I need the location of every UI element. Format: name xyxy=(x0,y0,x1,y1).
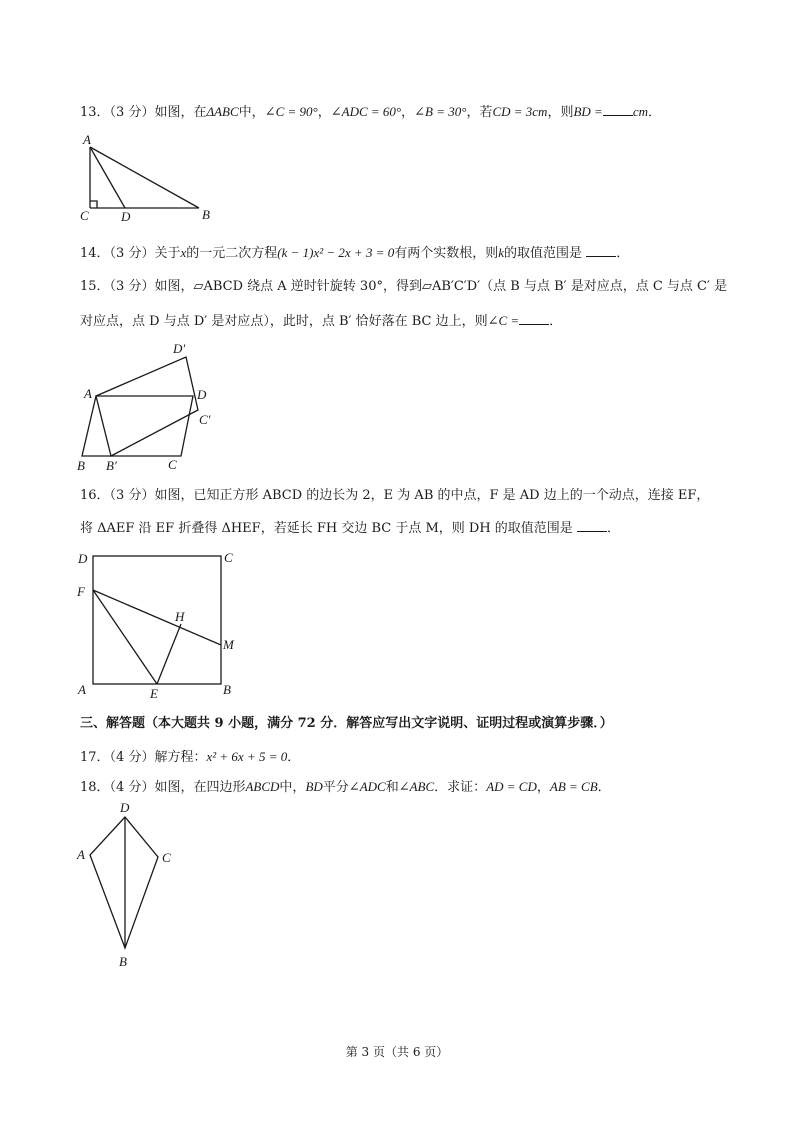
answer-blank[interactable] xyxy=(603,103,633,116)
q13-label-b: B xyxy=(202,207,210,222)
q16-label-f: F xyxy=(77,584,85,599)
q16-label-d: D xyxy=(78,551,88,566)
q15-label-cp: C′ xyxy=(199,412,211,427)
q18-text: 18．（4 分）如图，在四边形ABCD中，BD平分∠ADC和∠ABC．求证：AD = CD，AB = CB． xyxy=(80,779,611,795)
q14-text: 14．（3 分）关于x的一元二次方程(k − 1)x² − 2x + 3 = 0有两个实数根，则k的取值范围是 ． xyxy=(80,245,630,261)
q16-text-line1: 16．（3 分）如图，已知正方形 ABCD 的边长为 2，E 为 AB 的中点，F 是 AD 边上的一个动点，连接 EF， xyxy=(80,488,710,503)
q16-label-e: E xyxy=(150,686,158,701)
q15-label-bp: B′ xyxy=(106,458,117,473)
q18-label-d: D xyxy=(120,800,130,815)
answer-blank[interactable] xyxy=(577,519,607,532)
q17-text: 17．（4 分）解方程：x² + 6x + 5 = 0． xyxy=(80,749,301,765)
q16-label-a: A xyxy=(78,682,86,697)
q15-label-b: B xyxy=(77,458,85,473)
q16-label-h: H xyxy=(175,609,185,624)
answer-blank[interactable] xyxy=(519,312,549,325)
q16-label-c: C xyxy=(224,550,233,565)
q15-label-dp: D′ xyxy=(173,341,186,356)
q18-label-b: B xyxy=(119,954,127,969)
q13-label-c: C xyxy=(80,208,89,223)
q15-label-a: A xyxy=(84,386,92,401)
section-heading: 三、解答题（本大题共 9 小题，满分 72 分．解答应写出文字说明、证明过程或演算步骤．） xyxy=(80,716,613,731)
q15-text-line2: 对应点，点 D 与点 D′ 是对应点），此时，点 B′ 恰好落在 BC 边上，则∠C = ． xyxy=(80,313,563,329)
answer-blank[interactable] xyxy=(586,244,616,257)
q18-figure xyxy=(0,0,171,969)
q15-label-d: D xyxy=(197,387,207,402)
q13-label-d: D xyxy=(121,209,131,224)
page-footer: 第 3 页（共 6 页） xyxy=(345,1045,449,1059)
q16-label-b: B xyxy=(223,682,231,697)
q18-label-a: A xyxy=(77,847,85,862)
q16-text-line2: 将 ΔAEF 沿 EF 折叠得 ΔHEF，若延长 FH 交边 BC 于点 M，则 DH 的取值范围是 ． xyxy=(80,521,620,536)
q16-label-m: M xyxy=(223,637,234,652)
q15-text-line1: 15．（3 分）如图，▱ABCD 绕点 A 逆时针旋转 30°，得到▱AB′C′D′（点 B 与点 B′ 是对应点，点 C 与点 C′ 是 xyxy=(80,279,728,294)
q15-label-c: C xyxy=(168,457,177,472)
q13-text: 13．（3 分）如图，在ΔABC中，∠C = 90°，∠ADC = 60°，∠B = 30°，若CD = 3cm，则BD = cm． xyxy=(80,104,662,120)
q18-label-c: C xyxy=(162,850,171,865)
q13-label-a: A xyxy=(83,132,91,147)
